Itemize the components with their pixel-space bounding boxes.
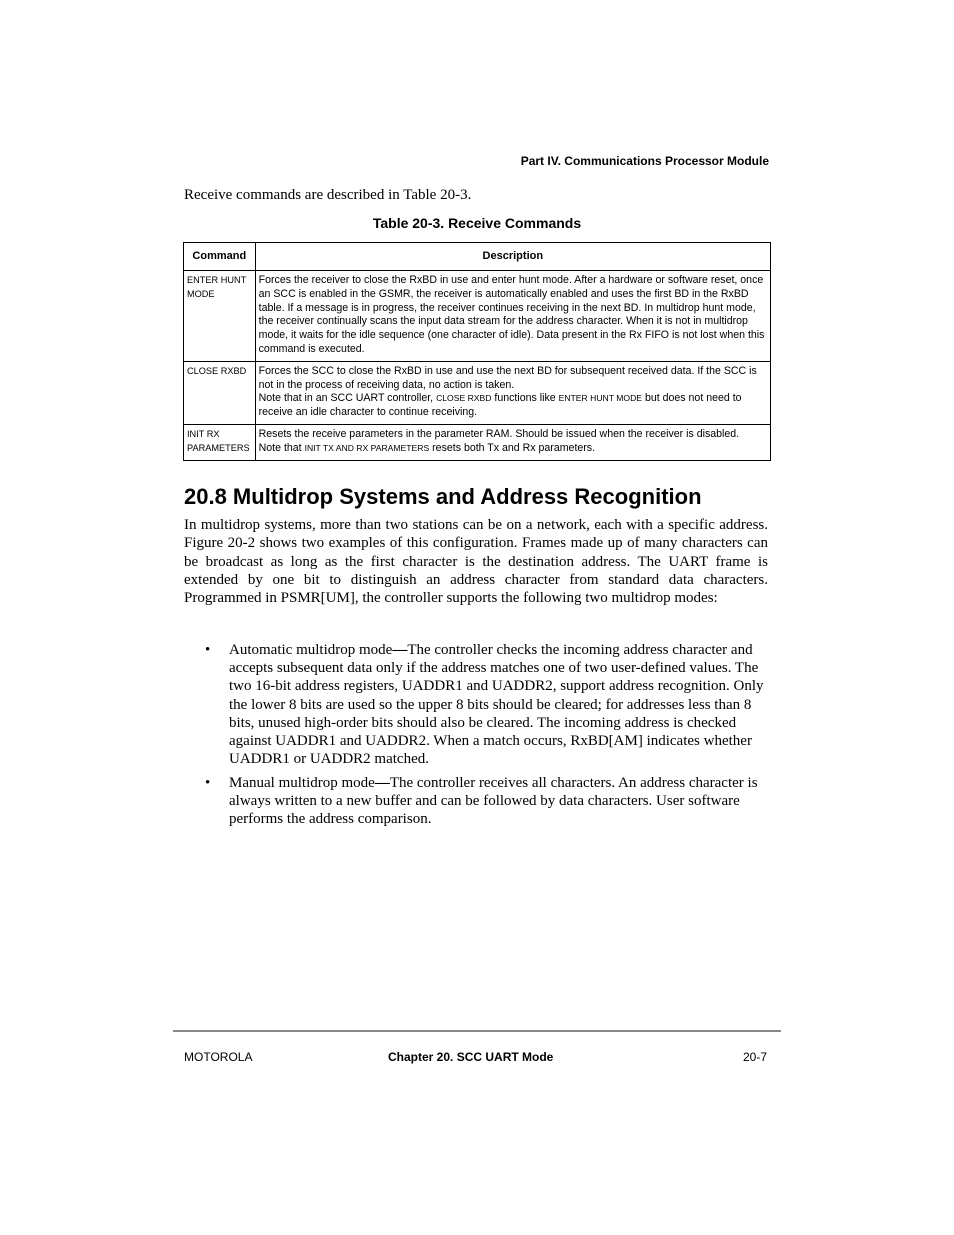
- column-header-description: Description: [255, 243, 770, 271]
- table-row: [184, 361, 771, 424]
- bullet-list-item: [205, 641, 770, 768]
- bullet-list-item: [205, 774, 770, 829]
- note-text: but does not need to receive an idle character to continue receiving.: [258, 392, 742, 419]
- bullet-text: The controller receives all characters. An address character is always written to a new buffer and can be followed by data characters. User software performs the address comparison.: [229, 775, 758, 828]
- note-text: functions like: [491, 392, 559, 405]
- description-text: Resets the receive parameters in the parameter RAM. Should be issued when the receiver is disabled.: [258, 427, 740, 440]
- bullet-icon: •: [205, 775, 211, 791]
- receive-commands-table: [183, 242, 771, 461]
- section-paragraph: In multidrop systems, more than two stations can be on a network, each with a specific address. Figure 20-2 shows two examples of this configuration. Frames made up of many characters can be broadcast as long as the first character is the destination address. The UART frame is extended by one bit to distinguish an address character from standard data characters. Programmed in PSMR[UM], the controller supports the following two multidrop modes:: [184, 517, 768, 607]
- footer-left: MOTOROLA: [184, 1050, 253, 1064]
- table-header-row: [184, 243, 771, 271]
- bullet-lead: Manual multidrop mode: [229, 775, 375, 791]
- inline-command: INIT TX AND RX PARAMETERS: [304, 442, 430, 453]
- table-title: Table 20-3. Receive Commands: [372, 215, 582, 231]
- inline-command: CLOSE RXBD: [436, 393, 492, 404]
- footer-chapter-title: Chapter 20. SCC UART Mode: [388, 1050, 554, 1064]
- description-text: Forces the SCC to close the RxBD in use and use the next BD for subsequent received data. If the SCC is not in the process of receiving data, no action is taken.: [258, 364, 757, 391]
- note-text: Note that: [258, 441, 305, 454]
- bullet-text: The controller checks the incoming address character and accepts subsequent data only if the address matches one of two user-defined values. The two 16-bit address registers, UADDR1 and UADDR2, support address recognition. Only the lower 8 bits are used so the upper 8 bits should be cleared; for addresses less than 8 bits, unused high-order bits should also be cleared. The incoming address is checked against UADDR1 and UADDR2. When a match occurs, RxBD[AM] indicates whether UADDR1 or UADDR2 matched.: [229, 642, 764, 768]
- page-number: 20-7: [742, 1050, 767, 1064]
- note-text: resets both Tx and Rx parameters.: [429, 441, 596, 454]
- description-cell: [255, 361, 770, 424]
- inline-command: ENTER HUNT MODE: [558, 393, 643, 404]
- section-heading: 20.8 Multidrop Systems and Address Recognition: [184, 484, 702, 509]
- table-row: [184, 424, 771, 460]
- bullet-lead: Automatic multidrop mode: [229, 642, 393, 658]
- command-cell: INIT RX PARAMETERS: [184, 424, 256, 460]
- description-cell: [255, 424, 770, 460]
- intro-text: Receive commands are described in Table 20-3.: [184, 187, 472, 203]
- em-dash: —: [392, 642, 408, 658]
- description-cell: Forces the receiver to close the RxBD in use and enter hunt mode. After a hardware or software reset, once an SCC is enabled in the GSMR, the receiver is automatically enabled and uses the first BD in the RxBD table. If a message is in progress, the receiver continues receiving in the next BD. In multidrop hunt mode, the receiver continually scans the input data stream for the address character. When it is not in multidrop mode, it waits for the idle sequence (one character of idle). Data present in the Rx FIFO is not lost when this command is executed.: [255, 271, 770, 362]
- command-cell: CLOSE RXBD: [184, 361, 256, 424]
- footer-divider: [173, 1030, 781, 1032]
- note-text: Note that in an SCC UART controller,: [258, 392, 437, 405]
- em-dash: —: [374, 775, 390, 791]
- bullet-icon: •: [205, 642, 211, 658]
- running-head: Part IV. Communications Processor Module: [520, 154, 769, 168]
- column-header-command: Command: [184, 243, 256, 271]
- command-cell: ENTER HUNT MODE: [184, 271, 256, 362]
- table-row: [184, 271, 771, 362]
